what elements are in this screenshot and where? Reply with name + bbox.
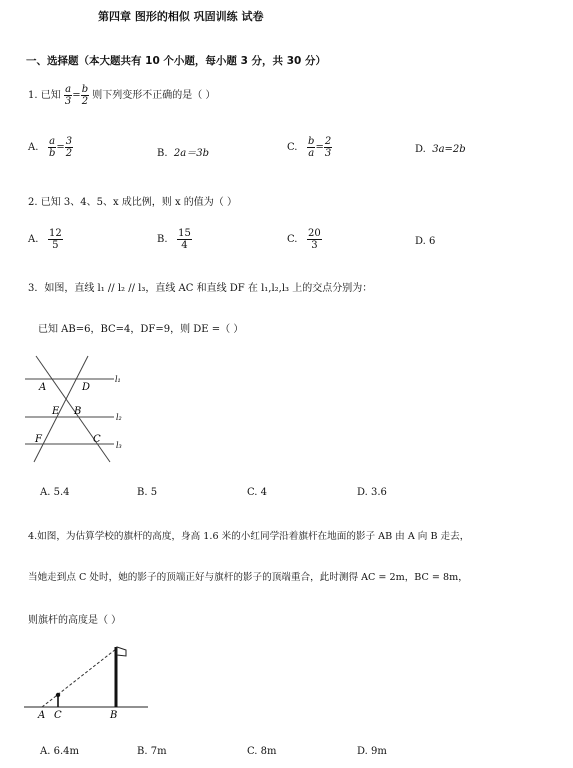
label-l3: l₃	[116, 441, 122, 450]
q2-option-d: D. 6	[415, 236, 436, 247]
label-b: B	[74, 406, 82, 417]
question-1-stem: 1. 已知 $\frac{a}{3}$ = $\frac{b}{2}$ 则下列变形不正确的是（ ）	[28, 84, 216, 107]
q4-option-c: C. 8m	[247, 746, 277, 757]
q1-fraction-right: $\frac{b}{2}$	[81, 84, 89, 107]
label-c: C	[54, 710, 62, 721]
question-4-line-2: 当她走到点 C 处时，她的影子的顶端正好与旗杆的影子的顶端重合，此时测得 AC = 2m，BC = 8m，	[28, 572, 468, 583]
q2-option-a: A. $\frac{12}{5}$	[28, 228, 62, 251]
q1-suffix: 则下列变形不正确的是（ ）	[92, 90, 216, 101]
question-3-given: 已知 AB=6，BC=4，DF=9，则 DE =（ ）	[38, 324, 244, 335]
label-l1: l₁	[115, 375, 121, 384]
label-c: C	[93, 434, 101, 445]
parallel-lines-figure	[20, 352, 140, 466]
question-3-stem: 3．如图，直线 l₁ // l₂ // l₃，直线 AC 和直线 DF 在 l₁,l₂,l₃ 上的交点分别为：	[28, 283, 373, 294]
question-2-stem: 2. 已知 3、4、5、x 成比例，则 x 的值为（ ）	[28, 197, 237, 208]
paper-title: 第四章 图形的相似 巩固训练 试卷	[98, 10, 264, 23]
q3-option-d: D. 3.6	[357, 487, 387, 498]
section-heading: 一、选择题（本大题共有 10 个小题，每小题 3 分，共 30 分）	[26, 55, 326, 67]
q3-option-a: A. 5.4	[40, 487, 70, 498]
q1-option-b: B. 2a＝3b	[157, 148, 209, 159]
label-b: B	[110, 710, 118, 721]
line-ac	[36, 356, 110, 462]
flagpole-figure	[20, 643, 160, 725]
question-4-line-1: 4.如图，为估算学校的旗杆的高度，身高 1.6 米的小红同学沿着旗杆在地面的影子 AB 由 A 向 B 走去，	[28, 531, 470, 542]
label-a: A	[38, 710, 46, 721]
q4-option-a: A. 6.4m	[40, 746, 79, 757]
label-l2: l₂	[116, 413, 122, 422]
q3-option-b: B. 5	[137, 487, 158, 498]
question-4-line-3: 则旗杆的高度是（ ）	[28, 615, 122, 626]
q4-option-d: D. 9m	[357, 746, 387, 757]
q3-option-c: C. 4	[247, 487, 268, 498]
q1-option-a: A. $\frac{a}{b}$ = $\frac{3}{2}$	[28, 136, 73, 159]
label-a: A	[39, 382, 47, 393]
shadow-line	[42, 649, 116, 707]
label-d: D	[82, 382, 91, 393]
label-e: E	[52, 406, 60, 417]
q1-option-d: D. 3a=2b	[415, 144, 466, 155]
q1-fraction-left: $\frac{a}{3}$	[64, 84, 72, 107]
q1-option-c: C. $\frac{b}{a}$ = $\frac{2}{3}$	[287, 136, 332, 159]
q2-option-c: C. $\frac{20}{3}$	[287, 228, 321, 251]
flag-icon	[117, 647, 126, 656]
q4-option-b: B. 7m	[137, 746, 167, 757]
person-head-icon	[56, 693, 60, 697]
label-f: F	[35, 434, 42, 445]
q1-prefix: 1. 已知	[28, 90, 61, 101]
q2-option-b: B. $\frac{15}{4}$	[157, 228, 191, 251]
